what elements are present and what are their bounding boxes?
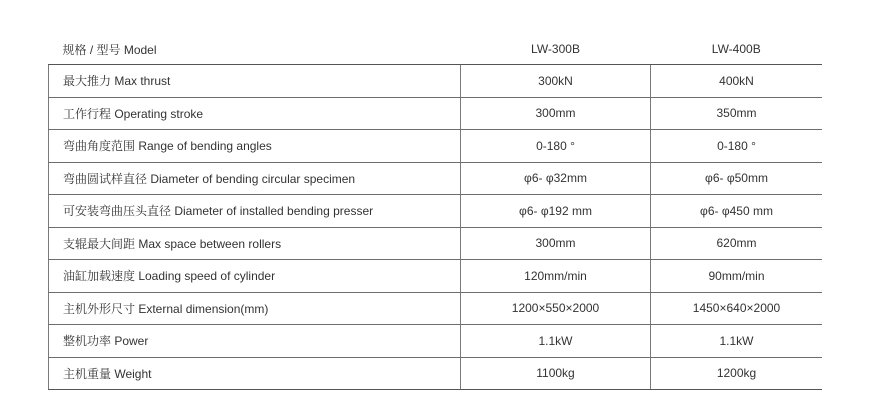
row-value-a: 300kN [461, 65, 651, 98]
row-label: 最大推力 Max thrust [49, 65, 461, 98]
row-label: 油缸加载速度 Loading speed of cylinder [49, 260, 461, 293]
row-value-b: φ6- φ450 mm [651, 195, 823, 228]
table-row [49, 292, 823, 325]
row-value-a: 0-180 ° [461, 130, 651, 163]
row-value-a: 120mm/min [461, 260, 651, 293]
table-row [49, 357, 823, 390]
table-row [49, 195, 823, 228]
table-row [49, 65, 823, 98]
row-value-b: 90mm/min [651, 260, 823, 293]
table-row [49, 260, 823, 293]
row-value-a: 1.1kW [461, 325, 651, 358]
row-value-b: φ6- φ50mm [651, 162, 823, 195]
row-label: 整机功率 Power [49, 325, 461, 358]
row-label: 支辊最大间距 Max space between rollers [49, 227, 461, 260]
row-value-b: 1200kg [651, 357, 823, 390]
table-header-row [49, 34, 823, 65]
table-row [49, 97, 823, 130]
table-row [49, 227, 823, 260]
row-value-a: 300mm [461, 227, 651, 260]
row-label: 可安装弯曲压头直径 Diameter of installed bending presser [49, 195, 461, 228]
row-value-b: 1450×640×2000 [651, 292, 823, 325]
row-value-b: 1.1kW [651, 325, 823, 358]
row-value-a: φ6- φ192 mm [461, 195, 651, 228]
header-model-label: 规格 / 型号 Model [49, 34, 461, 65]
row-value-b: 350mm [651, 97, 823, 130]
row-label: 工作行程 Operating stroke [49, 97, 461, 130]
row-label: 弯曲圆试样直径 Diameter of bending circular specimen [49, 162, 461, 195]
table-row [49, 130, 823, 163]
table-row [49, 162, 823, 195]
row-label: 主机外形尺寸 External dimension(mm) [49, 292, 461, 325]
row-value-a: 300mm [461, 97, 651, 130]
row-value-a: φ6- φ32mm [461, 162, 651, 195]
row-value-a: 1100kg [461, 357, 651, 390]
row-value-a: 1200×550×2000 [461, 292, 651, 325]
spec-table [48, 34, 822, 390]
row-value-b: 620mm [651, 227, 823, 260]
header-model-a: LW-300B [461, 34, 651, 65]
table-row [49, 325, 823, 358]
row-value-b: 0-180 ° [651, 130, 823, 163]
row-label: 主机重量 Weight [49, 357, 461, 390]
row-label: 弯曲角度范围 Range of bending angles [49, 130, 461, 163]
header-model-b: LW-400B [651, 34, 823, 65]
row-value-b: 400kN [651, 65, 823, 98]
